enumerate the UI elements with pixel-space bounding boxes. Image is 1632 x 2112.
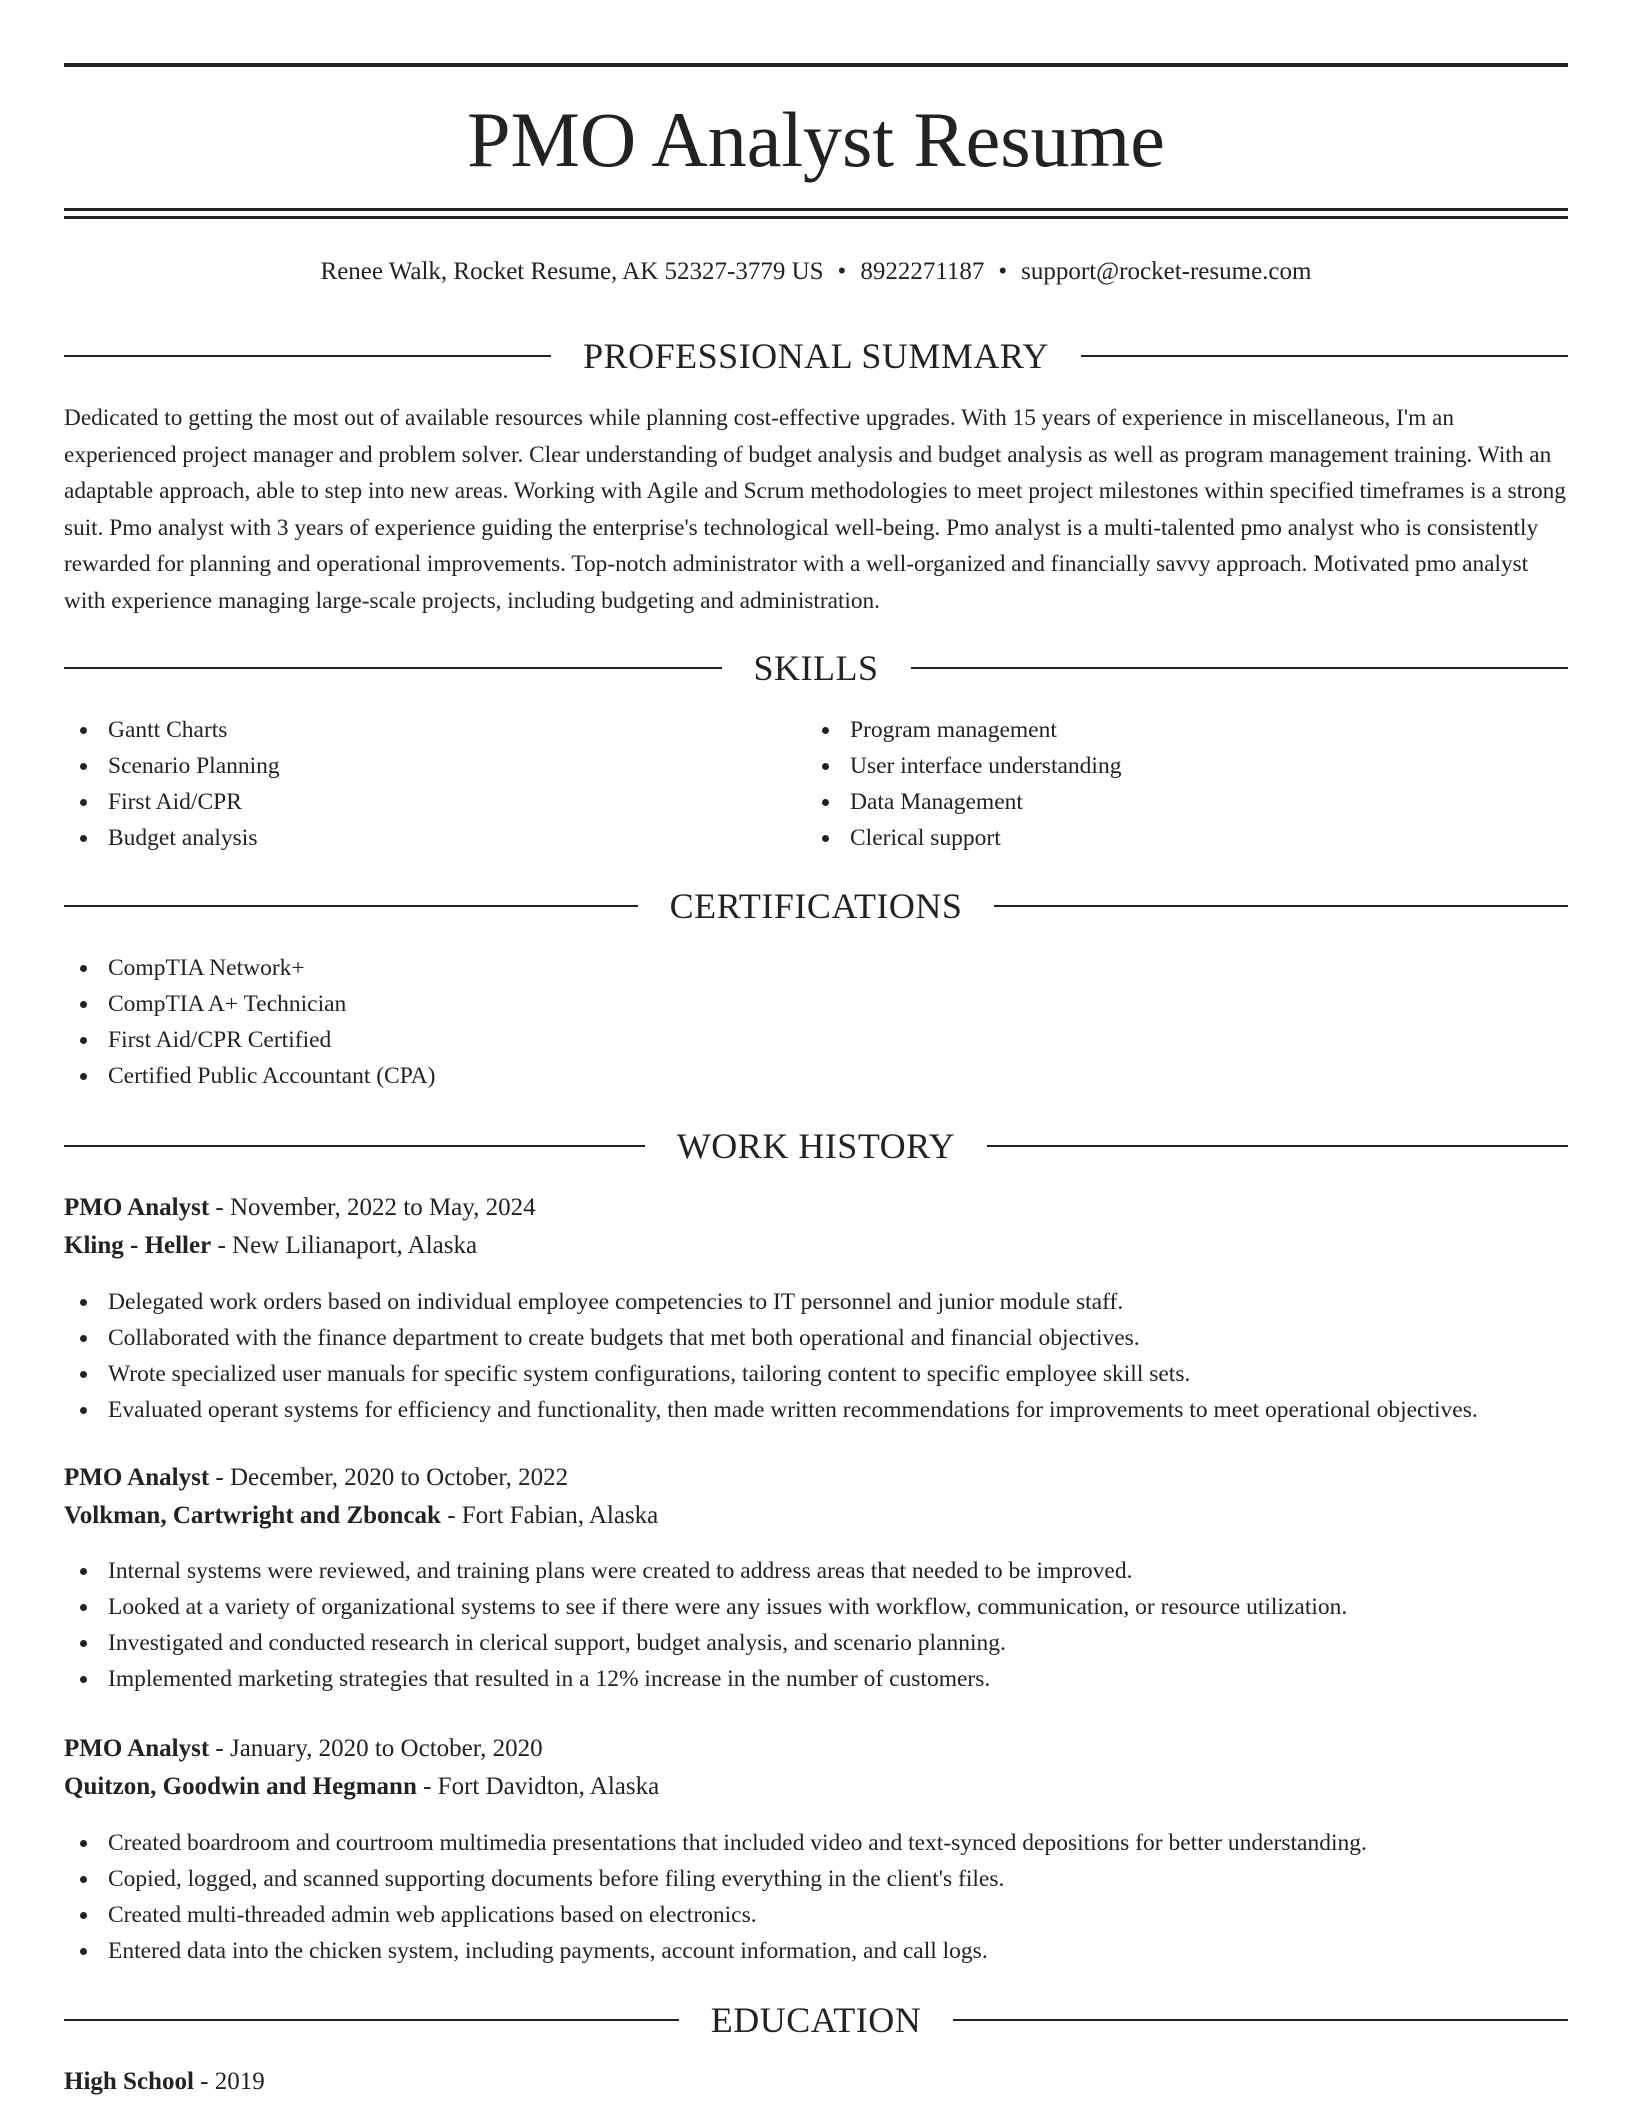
- job-bullet: Investigated and conducted research in clerical support, budget analysis, and scenario planning.: [64, 1625, 1568, 1661]
- skill-item: Data Management: [806, 784, 1506, 820]
- section-title: SKILLS: [753, 648, 879, 688]
- section-header-work-history: [64, 1124, 1568, 1168]
- job-bullets: [64, 1825, 1568, 1969]
- contact-line: [64, 254, 1568, 290]
- skill-item: User interface understanding: [806, 748, 1506, 784]
- section-title: PROFESSIONAL SUMMARY: [583, 336, 1049, 376]
- job-bullet: Evaluated operant systems for efficiency and functionality, then made written recommendations for improvements to meet operational objectives.: [64, 1392, 1568, 1428]
- resume-title: PMO Analyst Resume: [467, 96, 1165, 183]
- certification-item: CompTIA Network+: [64, 950, 1568, 986]
- section-title: EDUCATION: [710, 2000, 922, 2040]
- skill-item: Clerical support: [806, 820, 1506, 856]
- section-rule: [64, 667, 722, 669]
- summary-text: Dedicated to getting the most out of available resources while planning cost-effective upgrades. With 15 years of experience in miscellaneous, I'm an experienced project manager and problem solver. Clear understanding of budget analysis and budget analysis as well as program management training. With an adaptable approach, able to step into new areas. Working with Agile and Scrum methodologies to meet project milestones within specified timeframes is a strong suit. Pmo analyst with 3 years of experience guiding the enterprise's technological well-being. Pmo analyst is a multi-talented pmo analyst who is consistently rewarded for planning and operational improvements. Top-notch administrator with a well-organized and financially savvy approach. Motivated pmo analyst with experience managing large-scale projects, including budgeting and administration.: [64, 405, 1566, 614]
- job-bullet: Copied, logged, and scanned supporting documents before filing everything in the client's files.: [64, 1861, 1568, 1897]
- job-bullet: Created boardroom and courtroom multimedia presentations that included video and text-synced depositions for better understanding.: [64, 1825, 1568, 1861]
- job-bullets: [64, 1284, 1568, 1428]
- job-company-line: [64, 1227, 1568, 1265]
- job-bullet: Entered data into the chicken system, including payments, account information, and call logs.: [64, 1933, 1568, 1969]
- section-rule: [64, 905, 638, 907]
- job-company-line: [64, 1497, 1568, 1535]
- education-year: - 2019: [193, 2068, 265, 2095]
- contact-phone: 8922271187: [860, 258, 985, 285]
- job-company: Kling - Heller: [64, 1232, 212, 1259]
- contact-separator: •: [837, 258, 847, 285]
- skills-list-right: [806, 712, 1506, 856]
- section-header-education: [64, 1998, 1568, 2042]
- job-bullet: Delegated work orders based on individual employee competencies to IT personnel and junior module staff.: [64, 1284, 1568, 1320]
- job-title-line: [64, 1459, 1568, 1497]
- section-rule: [64, 2019, 679, 2021]
- skill-item: Gantt Charts: [64, 712, 764, 748]
- job-location: - New Lilianaport, Alaska: [211, 1232, 478, 1259]
- certification-item: First Aid/CPR Certified: [64, 1022, 1568, 1058]
- section-rule: [987, 1145, 1568, 1147]
- job-bullet: Wrote specialized user manuals for specific system configurations, tailoring content to specific employee skill sets.: [64, 1356, 1568, 1392]
- job-location: - Fort Davidton, Alaska: [416, 1773, 660, 1800]
- contact-email: support@rocket-resume.com: [1021, 258, 1312, 285]
- education-degree: High School: [64, 2068, 194, 2095]
- job-title: PMO Analyst: [64, 1194, 210, 1221]
- job-bullet: Created multi-threaded admin web applications based on electronics.: [64, 1897, 1568, 1933]
- job-location: - Fort Fabian, Alaska: [440, 1502, 659, 1529]
- job-title-line: [64, 1189, 1568, 1227]
- job-bullet: Implemented marketing strategies that resulted in a 12% increase in the number of customers.: [64, 1661, 1568, 1697]
- section-rule: [953, 2019, 1568, 2021]
- contact-separator: •: [998, 258, 1008, 285]
- job-dates: - January, 2020 to October, 2020: [209, 1735, 543, 1762]
- certifications-list: [64, 950, 1568, 1094]
- certification-item: Certified Public Accountant (CPA): [64, 1058, 1568, 1094]
- section-rule: [64, 355, 551, 357]
- job-company: Volkman, Cartwright and Zboncak: [64, 1502, 441, 1529]
- job-dates: - November, 2022 to May, 2024: [209, 1194, 536, 1221]
- job-company-line: [64, 1768, 1568, 1806]
- section-rule: [994, 905, 1568, 907]
- title-rule-top: [64, 63, 1568, 67]
- section-title: WORK HISTORY: [676, 1126, 956, 1166]
- job-title: PMO Analyst: [64, 1464, 210, 1491]
- job-bullet: Collaborated with the finance department to create budgets that met both operational and financial objectives.: [64, 1320, 1568, 1356]
- job-company: Quitzon, Goodwin and Hegmann: [64, 1773, 417, 1800]
- section-header-summary: [64, 334, 1568, 378]
- title-rule-double: [64, 208, 1568, 219]
- skill-item: Program management: [806, 712, 1506, 748]
- skill-item: Budget analysis: [64, 820, 764, 856]
- education-entry: [64, 2064, 265, 2100]
- section-rule: [911, 667, 1569, 669]
- job-bullet: Looked at a variety of organizational systems to see if there were any issues with workflow, communication, or resource utilization.: [64, 1589, 1568, 1625]
- job-dates: - December, 2020 to October, 2022: [209, 1464, 569, 1491]
- section-header-certifications: [64, 884, 1568, 928]
- job-bullets: [64, 1553, 1568, 1697]
- certification-item: CompTIA A+ Technician: [64, 986, 1568, 1022]
- section-header-skills: [64, 646, 1568, 690]
- contact-address: Renee Walk, Rocket Resume, AK 52327-3779 US: [320, 258, 824, 285]
- skills-list-left: [64, 712, 764, 856]
- section-rule: [1081, 355, 1568, 357]
- skill-item: First Aid/CPR: [64, 784, 764, 820]
- job-title: PMO Analyst: [64, 1735, 210, 1762]
- section-rule: [64, 1145, 645, 1147]
- job-bullet: Internal systems were reviewed, and training plans were created to address areas that needed to be improved.: [64, 1553, 1568, 1589]
- job-title-line: [64, 1730, 1568, 1768]
- section-title: CERTIFICATIONS: [669, 886, 963, 926]
- skill-item: Scenario Planning: [64, 748, 764, 784]
